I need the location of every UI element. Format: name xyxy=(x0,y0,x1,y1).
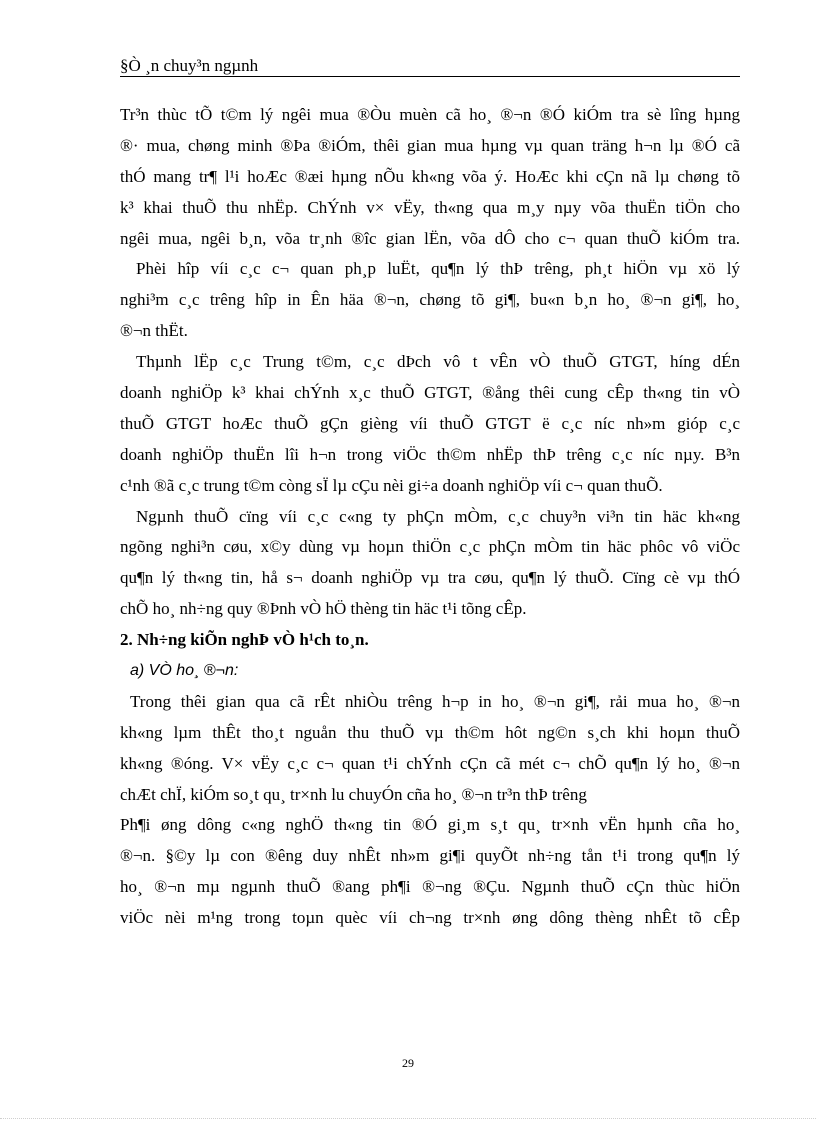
body-line: k³ khai thuÕ thu nhËp. ChÝnh v× vËy, th«ng qua m¸y nµy võa thuËn tiÖn cho xyxy=(120,197,740,217)
body-line: Thµnh lËp c¸c Trung t©m, c¸c dÞch vô t vÊn vÒ thuÕ GTGT, híng dÉn xyxy=(136,352,740,372)
body-line: kh«ng ®óng. V× vËy c¸c c¬ quan t¹i chÝnh cÇn cã mét c¬ chÕ qu¶n lý ho¸ ®¬n xyxy=(120,753,740,773)
body-line: doanh nghiÖp k³ khai chÝnh x¸c thuÕ GTGT, ®ång thêi cung cÊp th«ng tin vÒ xyxy=(120,383,740,403)
body-line: qu¶n lý th«ng tin, hå s¬ doanh nghiÖp vµ tra cøu, qu¶n lý thuÕ. Cïng cè vµ thÓ xyxy=(120,568,740,588)
body-line: chÆt chÏ, kiÓm so¸t qu¸ tr×nh lu chuyÓn cña ho¸ ®¬n tr³n thÞ trêng xyxy=(120,784,587,804)
body-line: Phèi hîp víi c¸c c¬ quan ph¸p luËt, qu¶n lý thÞ trêng, ph¸t hiÖn vµ xö lý xyxy=(136,259,740,279)
header-rule xyxy=(120,76,740,77)
body-line: kh«ng lµm thÊt tho¸t nguån thu thuÕ vµ th©m hôt ng©n s¸ch khi hoµn thuÕ xyxy=(120,722,740,742)
page-bottom-divider xyxy=(0,1118,816,1119)
body-line: Ph¶i øng dông c«ng nghÖ th«ng tin ®Ó gi¸m s¸t qu¸ tr×nh vËn hµnh cña ho¸ xyxy=(120,815,740,835)
section-heading: 2. Nh÷ng kiÕn nghÞ vÒ h¹ch to¸n. xyxy=(120,630,369,650)
body-line: thuÕ GTGT hoÆc thuÕ gÇn gièng víi thuÕ GTGT ë c¸c níc nh»m gióp c¸c xyxy=(120,413,740,433)
body-line: Trong thêi gian qua cã rÊt nhiÒu trêng h¬p in ho¸ ®¬n gi¶, rải mua ho¸ ®¬n xyxy=(130,691,740,711)
body-line: doanh nghiÖp thuËn lîi h¬n trong viÖc th©m nhËp thÞ trêng c¸c níc nµy. B³n xyxy=(120,444,740,464)
page-number: 29 xyxy=(402,1056,414,1070)
page-header-title: §Ò ¸n chuy³n ngµnh xyxy=(120,56,259,75)
body-line: nghi³m c¸c trêng hîp in Ên häa ®¬n, chøng tõ gi¶, bu«n b¸n ho¸ ®¬n gi¶, ho¸ xyxy=(120,290,740,310)
body-line: thÓ mang tr¶ l¹i hoÆc ®æi hµng nÕu kh«ng võa ý. HoÆc khi cÇn nã lµ chøng tõ xyxy=(120,166,740,186)
body-line: ®· mua, chøng minh ®Þa ®iÓm, thêi gian mua hµng vµ quan träng h¬n lµ ®Ó cã xyxy=(120,135,740,155)
body-line: ho¸ ®¬n mµ ngµnh thuÕ ®ang ph¶i ®¬ng ®Çu. Ngµnh thuÕ cÇn thùc hiÖn xyxy=(120,877,740,897)
body-line: chÕ ho¸ nh÷ng quy ®Þnh vÒ hÖ thèng tin häc t¹i tõng cÊp. xyxy=(120,599,527,619)
body-line: c¹nh ®ã c¸c trung t©m còng sÏ lµ cÇu nèi gi÷a doanh nghiÖp víi c¬ quan thuÕ. xyxy=(120,475,663,495)
body-line: Ngµnh thuÕ cïng víi c¸c c«ng ty phÇn mÒm, c¸c chuy³n vi³n tin häc kh«ng xyxy=(136,506,740,526)
body-line: ngõng nghi³n cøu, x©y dùng vµ hoµn thiÖn c¸c phÇn mÒm tin häc phôc vô viÖc xyxy=(120,537,740,557)
body-line: viÖc nèi m¹ng trong toµn quèc víi ch¬ng tr×nh øng dông thèng nhÊt tõ cÊp xyxy=(120,908,740,928)
body-line: ngêi mua, ngêi b¸n, võa tr¸nh ®îc gian lËn, võa dÔ cho c¬ quan thuÕ kiÓm tra. xyxy=(120,228,740,248)
subsection-heading: a) VÒ ho¸ ®¬n: xyxy=(130,662,239,680)
body-line: Tr³n thùc tÕ t©m lý ngêi mua ®Òu muèn cã ho¸ ®¬n ®Ó kiÓm tra sè lîng hµng xyxy=(120,105,740,124)
body-line: ®¬n. §©y lµ con ®êng duy nhÊt nh»m gi¶i quyÕt nh÷ng tån t¹i trong qu¶n lý xyxy=(120,846,740,866)
body-line: ®¬n thËt. xyxy=(120,321,188,341)
document-body xyxy=(120,100,740,934)
